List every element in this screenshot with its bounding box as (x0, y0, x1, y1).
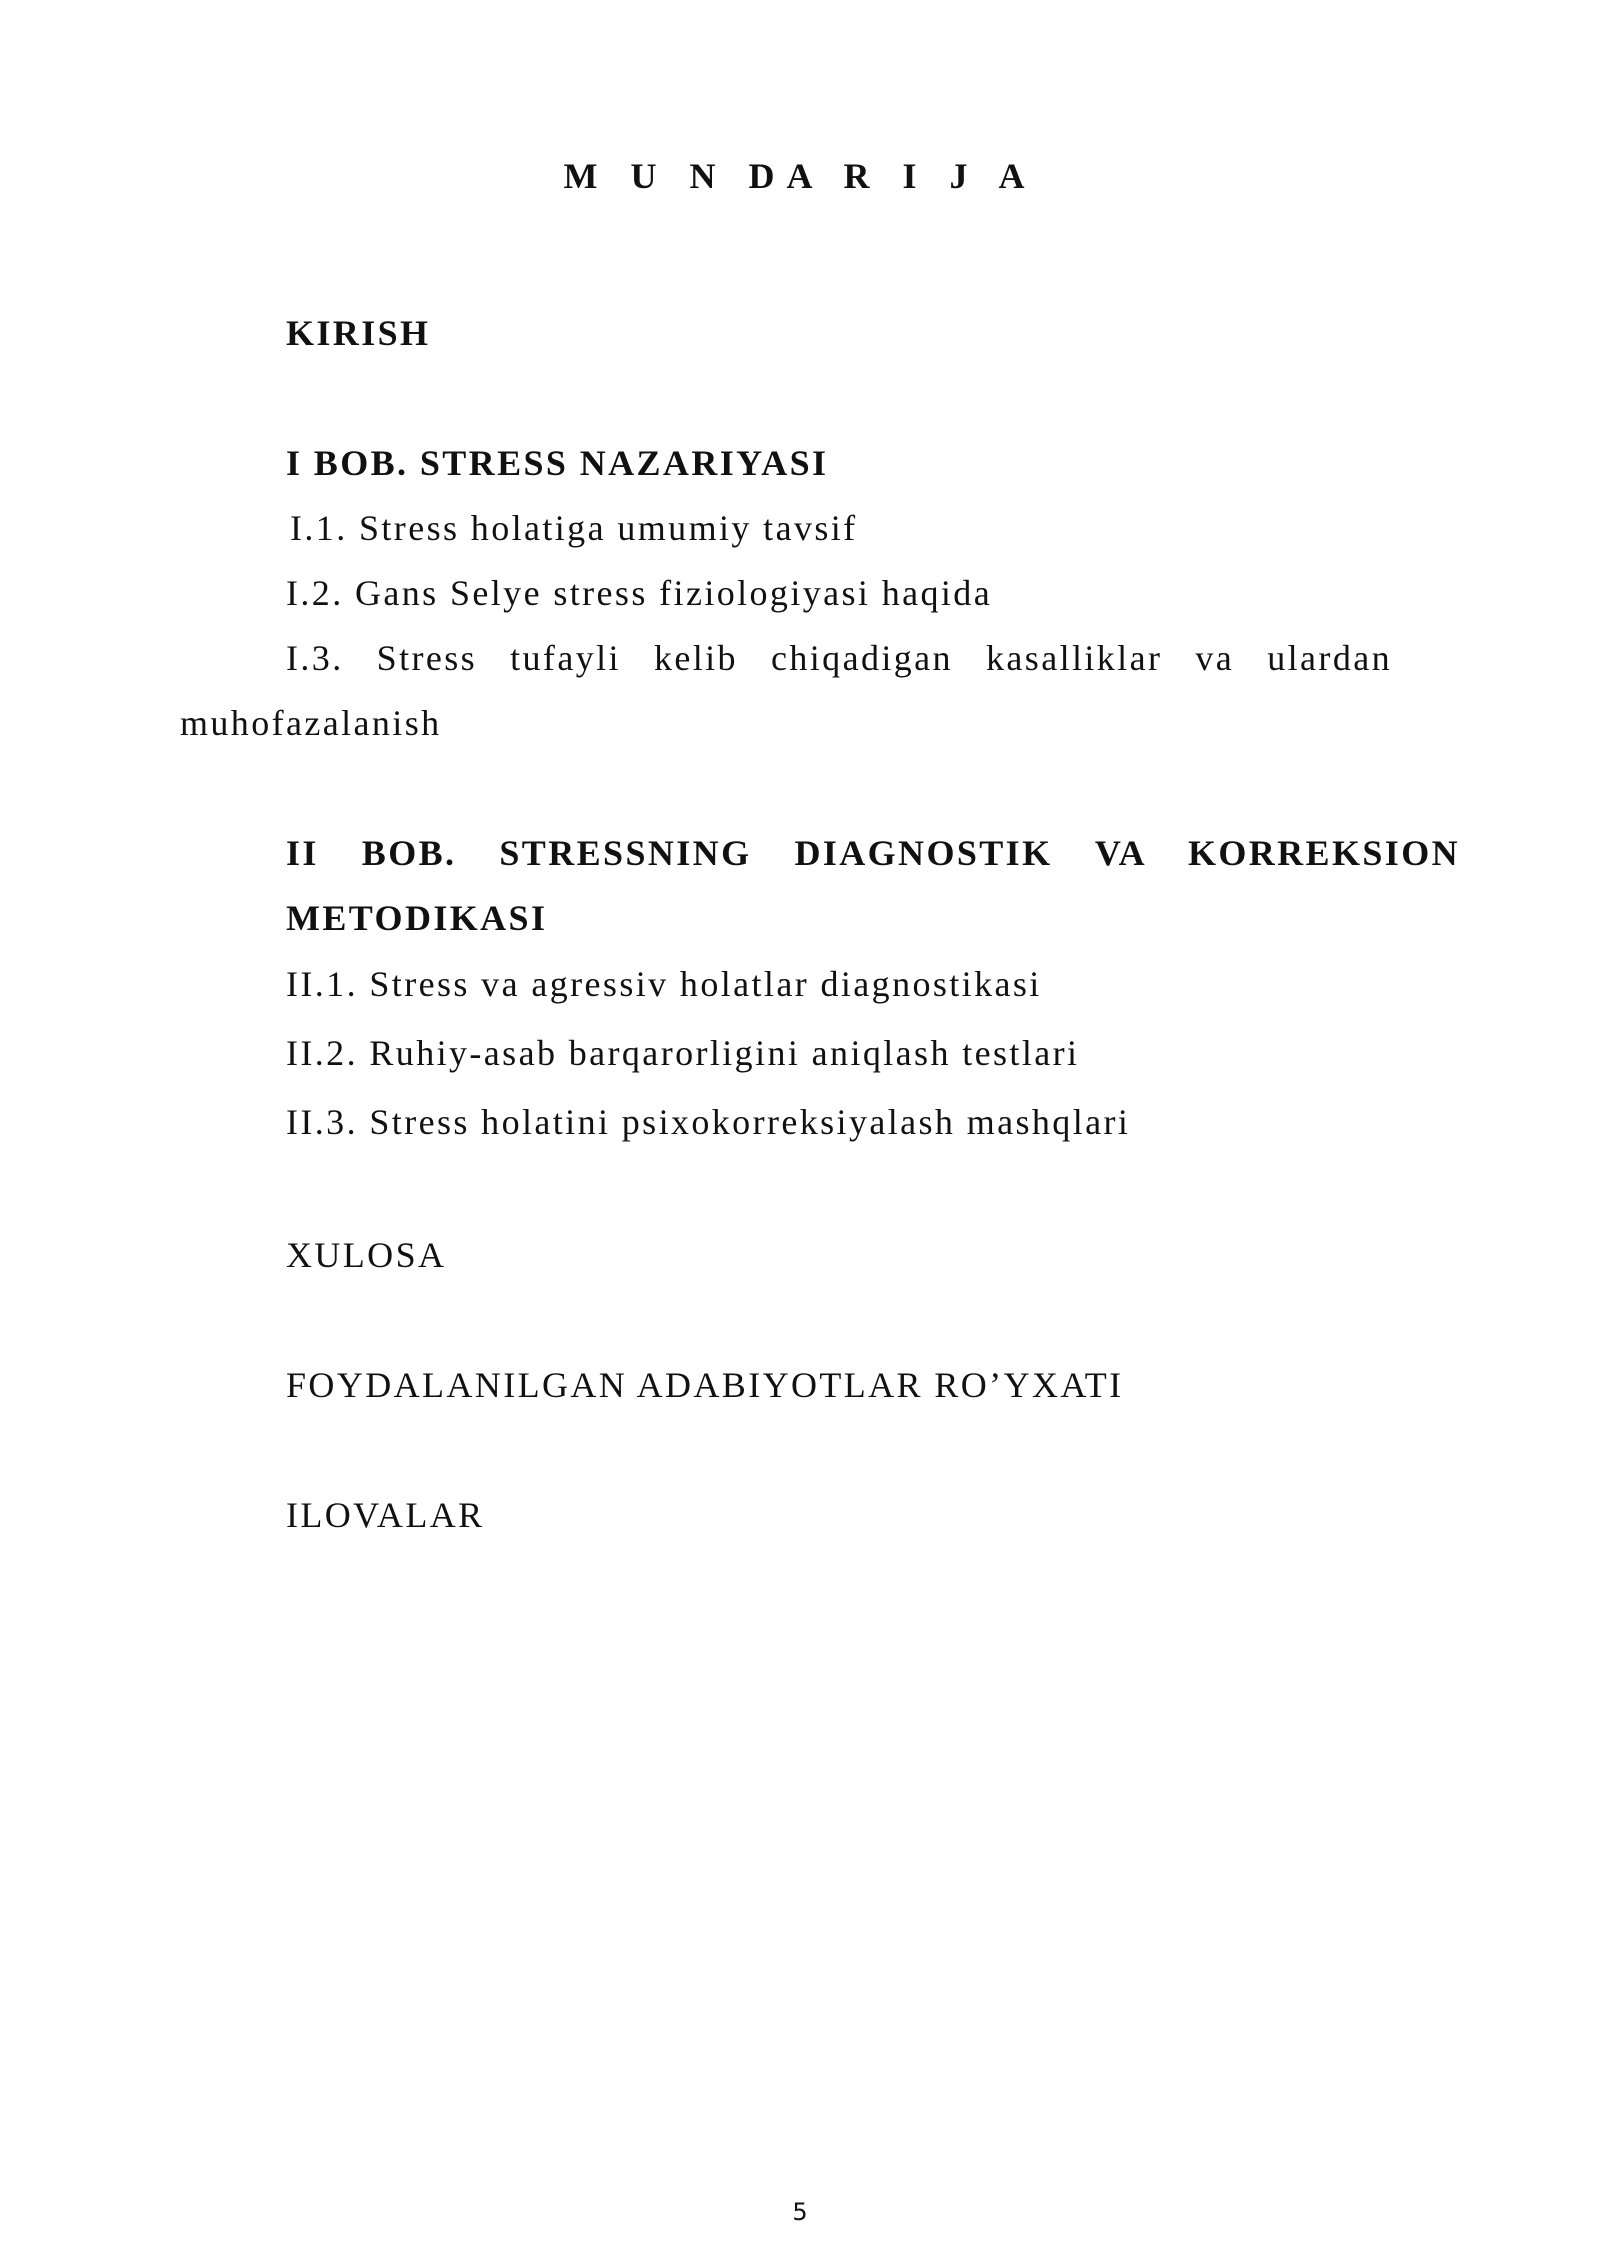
toc-item-2-3: II.3. Stress holatini psixokorreksiyalash mashqlari (286, 1102, 1131, 1142)
toc-intro: KIRISH (286, 313, 431, 353)
toc-item-1-3-line2: muhofazalanish (180, 703, 442, 743)
toc-conclusion: XULOSA (286, 1235, 447, 1275)
toc-item-2-1: II.1. Stress va agressiv holatlar diagnostikasi (286, 964, 1042, 1004)
toc-chapter1-heading: I BOB. STRESS NAZARIYASI (286, 443, 829, 483)
toc-item-1-2: I.2. Gans Selye stress fiziologiyasi haqida (286, 573, 993, 613)
toc-item-2-2: II.2. Ruhiy-asab barqarorligini aniqlash testlari (286, 1033, 1080, 1073)
toc-appendices: ILOVALAR (286, 1495, 485, 1535)
page-title: M U N DA R I J A (563, 156, 1037, 196)
page-number: 5 (792, 2198, 808, 2226)
toc-chapter2-heading-line2: METODIKASI (286, 898, 548, 938)
toc-item-1-3-line1: I.3. Stress tufayli kelib chiqadigan kasalliklar va ulardan (286, 638, 1392, 678)
toc-item-1-1: I.1. Stress holatiga umumiy tavsif (290, 508, 858, 548)
toc-chapter2-heading-line1: II BOB. STRESSNING DIAGNOSTIK VA KORREKSION (286, 833, 1460, 873)
toc-references: FOYDALANILGAN ADABIYOTLAR RO’YXATI (286, 1365, 1124, 1405)
